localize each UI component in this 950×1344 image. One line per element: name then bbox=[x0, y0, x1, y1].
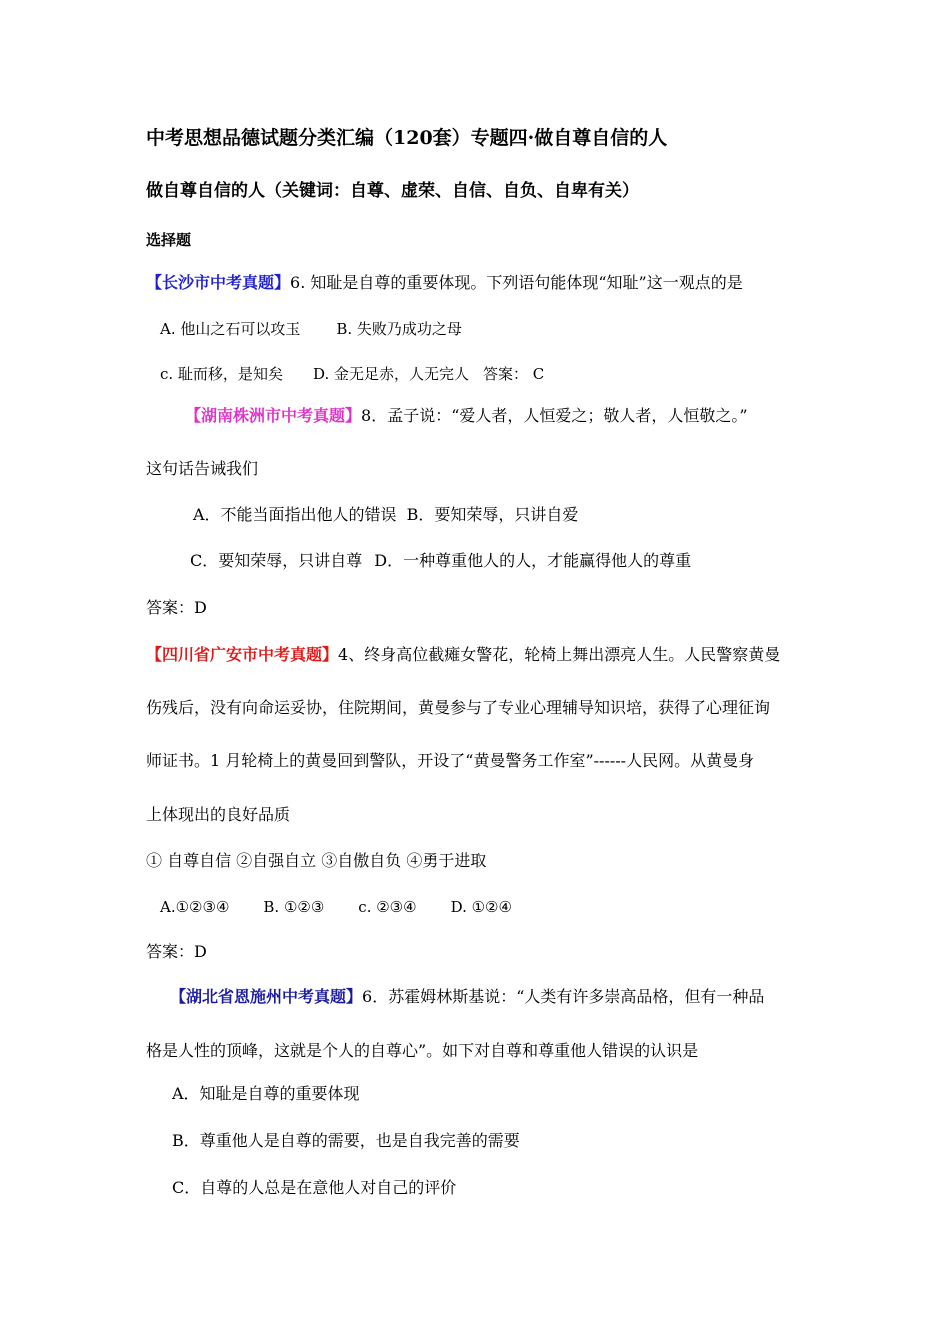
question-4-option-b: B．尊重他人是自尊的需要，也是自我完善的需要 bbox=[172, 1131, 520, 1150]
question-4-option-c: C．自尊的人总是在意他人对自己的评价 bbox=[172, 1178, 457, 1197]
question-3-text-1: 4、终身高位截瘫女警花，轮椅上舞出漂亮人生。人民警察黄曼 bbox=[338, 645, 781, 664]
question-2-options-cd bbox=[190, 550, 691, 572]
question-3-items: ① 自尊自信 ②自强自立 ③自傲自负 ④勇于进取 bbox=[146, 851, 487, 870]
question-1-option-d: D. 金无足赤，人无完人 bbox=[312, 365, 469, 383]
question-4-option-a: A．知耻是自尊的重要体现 bbox=[172, 1084, 360, 1103]
question-3-options bbox=[160, 896, 512, 918]
question-2-text: 8．孟子说：“爱人者，人恒爱之；敬人者，人恒敬之。” bbox=[361, 406, 748, 425]
question-4-stem-2: 格是人性的顶峰，这就是个人的自尊心”。如下对自尊和尊重他人错误的认识是 bbox=[146, 1041, 699, 1060]
question-3-option-d: D. ①②④ bbox=[450, 898, 512, 916]
question-3-stem-3: 师证书。1 月轮椅上的黄曼回到警队，开设了“黄曼警务工作室”------人民网。从黄曼身 bbox=[146, 751, 755, 770]
question-1-answer: 答案： C bbox=[482, 365, 545, 383]
question-4-stem-1 bbox=[170, 986, 764, 1008]
question-2-stem bbox=[185, 405, 748, 427]
question-1-stem bbox=[146, 272, 743, 294]
question-2-options-ab bbox=[193, 504, 578, 526]
section-heading: 选择题 bbox=[146, 231, 192, 249]
question-3-answer: 答案：D bbox=[146, 942, 207, 961]
question-2-option-b: B．要知荣辱，只讲自爱 bbox=[406, 505, 579, 524]
question-1-options-cd bbox=[160, 363, 544, 385]
question-1-source: 【长沙市中考真题】 bbox=[146, 273, 291, 292]
question-2-option-c: C．要知荣辱，只讲自尊 bbox=[190, 551, 363, 570]
question-2-stem-cont: 这句话告诫我们 bbox=[146, 459, 259, 478]
question-1-options-ab bbox=[160, 318, 462, 340]
question-1-text: 6. 知耻是自尊的重要体现。下列语句能体现“知耻”这一观点的是 bbox=[290, 273, 743, 292]
document-subtitle: 做自尊自信的人（关键词：自尊、虚荣、自信、自负、自卑有关） bbox=[146, 181, 639, 201]
question-2-option-a: A．不能当面指出他人的错误 bbox=[193, 505, 397, 524]
question-3-stem-1 bbox=[146, 644, 780, 666]
question-2-source: 【湖南株洲市中考真题】 bbox=[185, 406, 362, 425]
question-3-source: 【四川省广安市中考真题】 bbox=[146, 645, 339, 664]
question-3-stem-2: 伤残后，没有向命运妥协，住院期间，黄曼参与了专业心理辅导知识培，获得了心理征询 bbox=[146, 698, 771, 717]
question-3-option-a: A.①②③④ bbox=[160, 898, 230, 916]
document-title: 中考思想品德试题分类汇编（120套）专题四·做自尊自信的人 bbox=[146, 127, 668, 149]
question-1-option-c: c. 耻而移，是知矣 bbox=[160, 365, 283, 383]
question-2-option-d: D．一种尊重他人的人，才能赢得他人的尊重 bbox=[374, 551, 692, 570]
question-4-text-1: 6．苏霍姆林斯基说：“人类有许多崇高品格，但有一种品 bbox=[362, 987, 765, 1006]
question-3-option-b: B. ①②③ bbox=[263, 898, 325, 916]
question-3-option-c: c. ②③④ bbox=[358, 898, 417, 916]
question-2-answer: 答案：D bbox=[146, 598, 207, 617]
question-3-stem-4: 上体现出的良好品质 bbox=[146, 805, 291, 824]
question-1-option-b: B. 失败乃成功之母 bbox=[336, 320, 462, 338]
question-1-option-a: A. 他山之石可以攻玉 bbox=[160, 320, 301, 338]
question-4-source: 【湖北省恩施州中考真题】 bbox=[170, 987, 363, 1006]
